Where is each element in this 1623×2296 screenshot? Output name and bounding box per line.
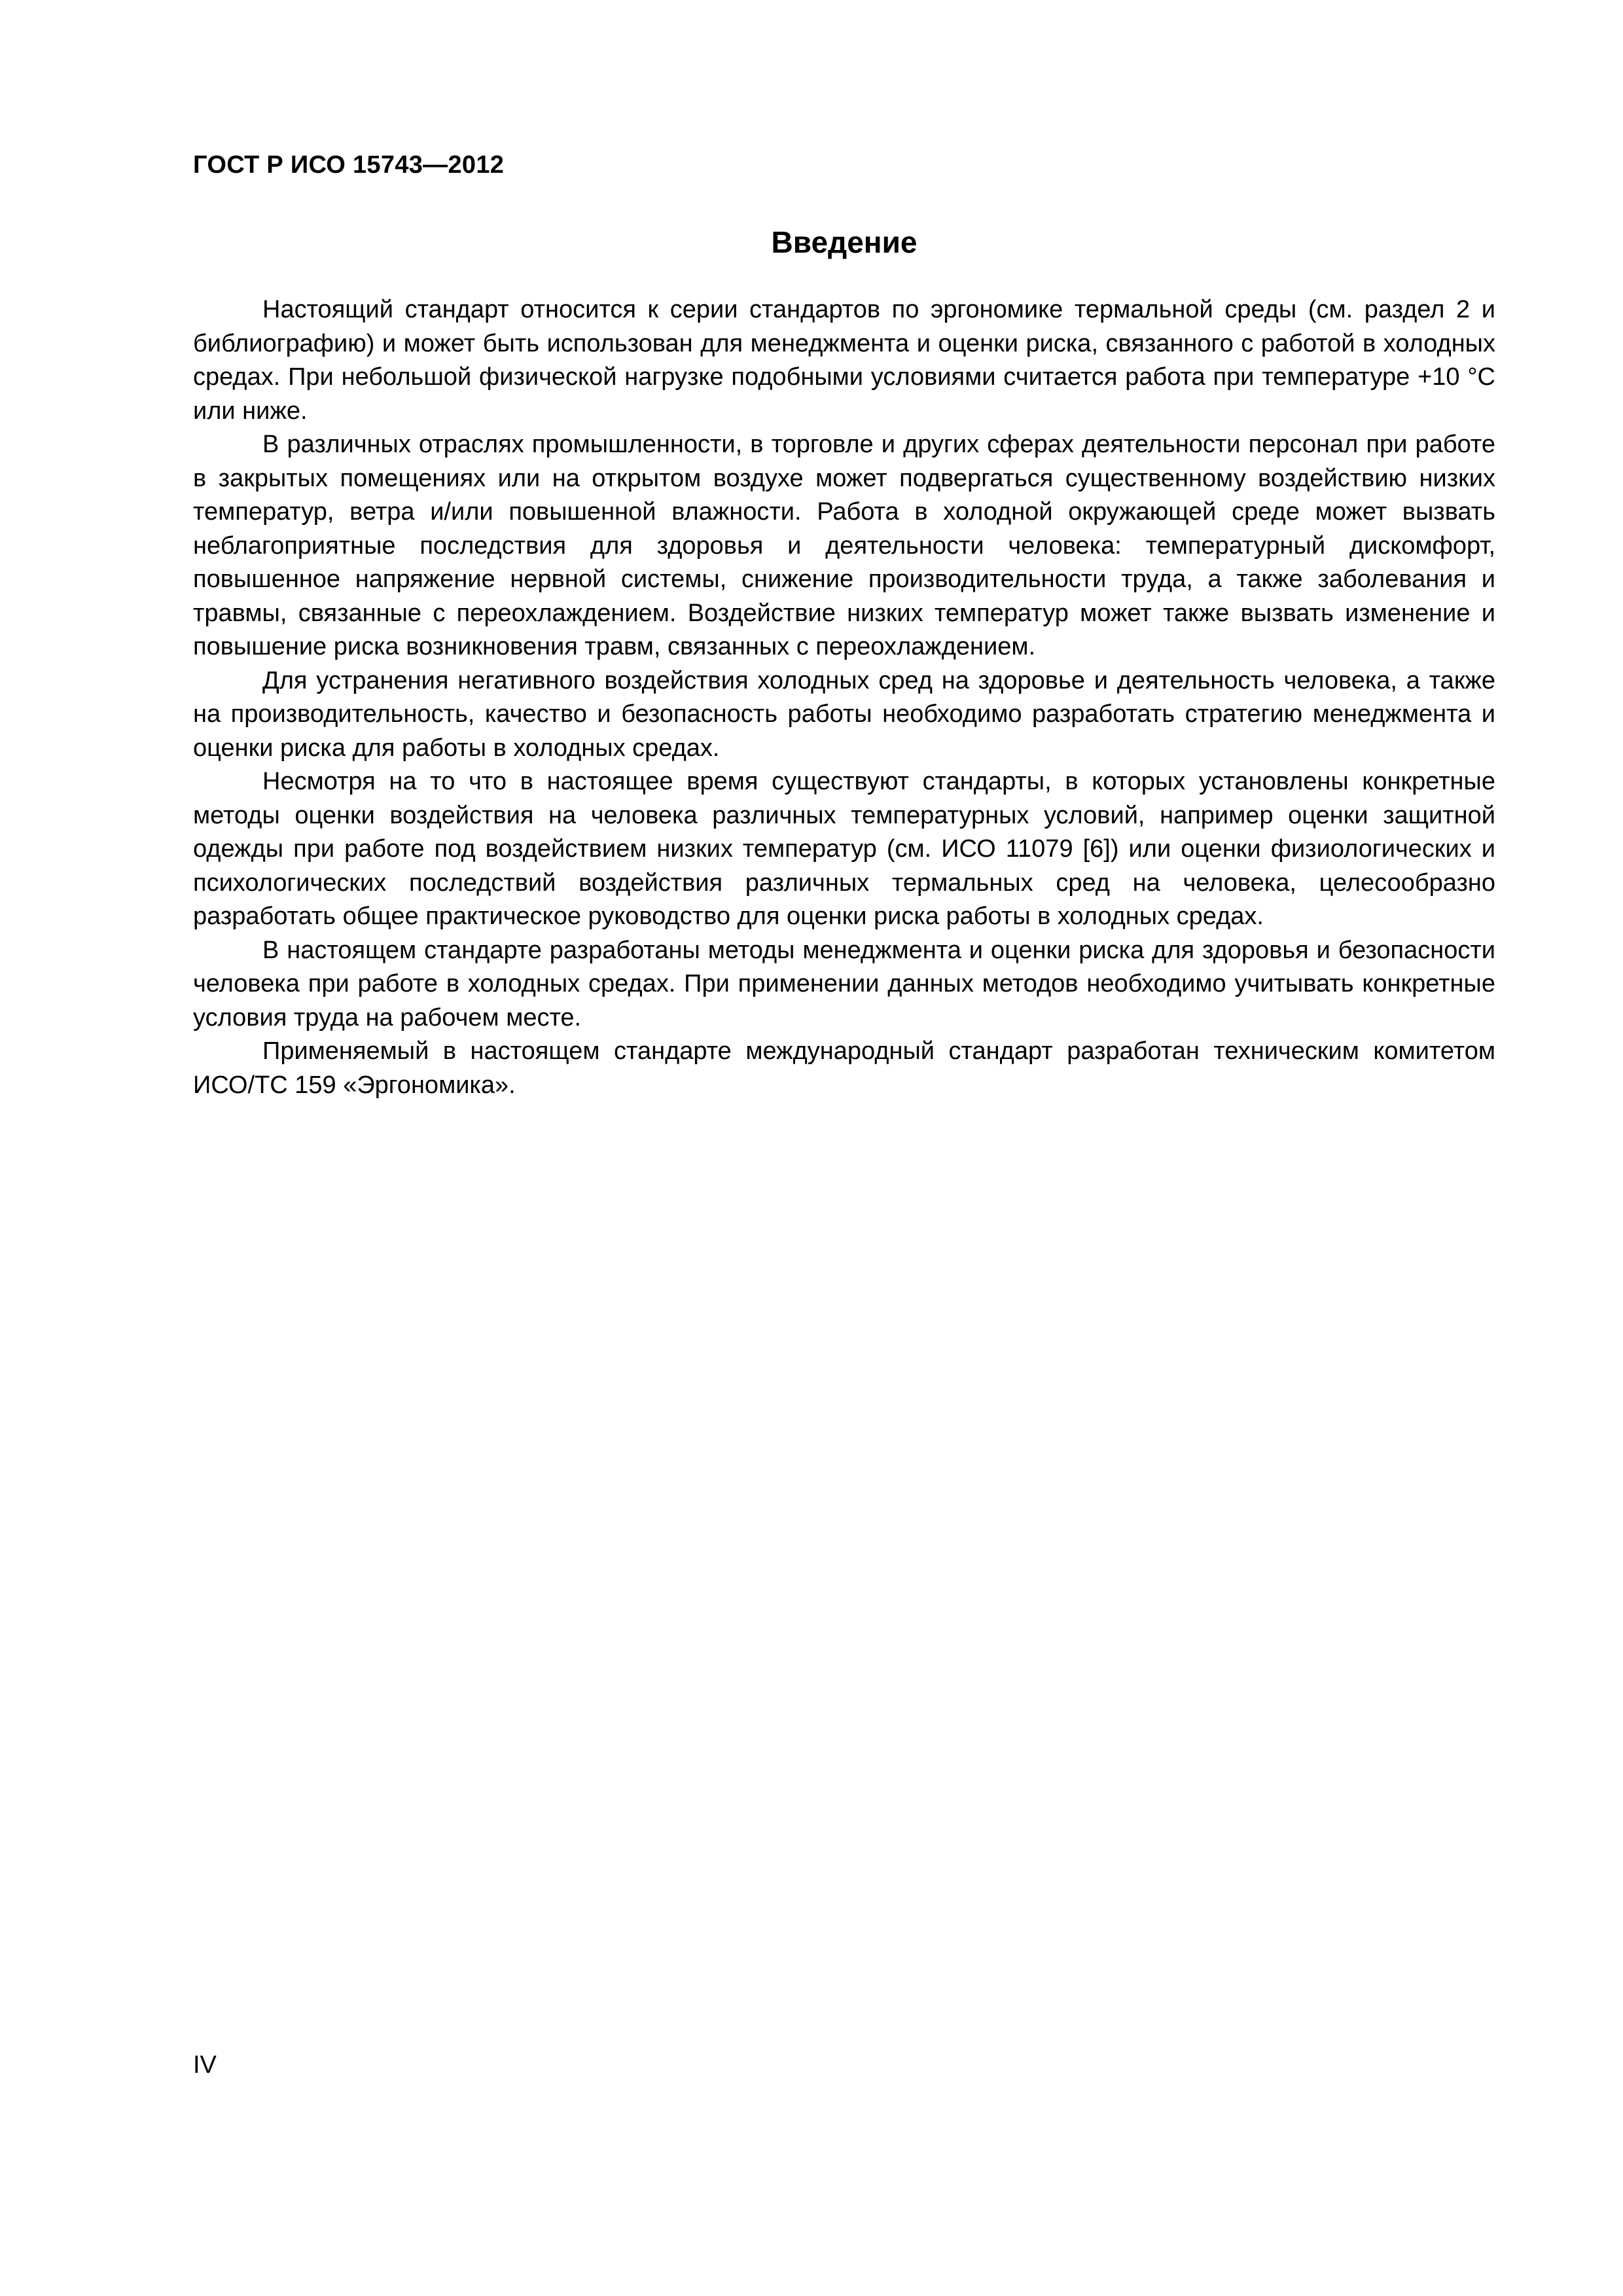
document-code-header: ГОСТ Р ИСО 15743—2012 bbox=[193, 151, 505, 179]
introduction-body bbox=[193, 293, 1495, 1102]
paragraph: Применяемый в настоящем стандарте международный стандарт разработан техническим комитетом ИСО/ТС 159 «Эргономика». bbox=[193, 1037, 1495, 1099]
page-number: IV bbox=[193, 2051, 217, 2079]
paragraph: Настоящий стандарт относится к серии стандартов по эргономике термальной среды (см. раздел 2 и библиографию) и может быть использован для менеджмента и оценки риска, связанного с работой в холодных средах. При небольшой физической нагрузке подобными условиями считается работа при температуре +10 °С или ниже. bbox=[193, 296, 1495, 425]
paragraph: Для устранения негативного воздействия холодных сред на здоровье и деятельность человека, а также на производительность, качество и безопасность работы необходимо разработать стратегию менеджмента и оценки риска для работы в холодных средах. bbox=[193, 666, 1495, 762]
paragraph: В различных отраслях промышленности, в торговле и других сферах деятельности персонал при работе в закрытых помещениях или на открытом воздухе может подвергаться существенному воздействию низких температур, ветра и/или повышенной влажности. Работа в холодной окружающей среде может вызвать неблагоприятные последствия для здоровья и деятельности человека: температурный дискомфорт, повышенное напряжение нервной системы, снижение производительности труда, а также заболевания и травмы, связанные с переохлаждением. Воздействие низких температур может также вызвать изменение и повышение риска возникновения травм, связанных с переохлаждением. bbox=[193, 431, 1495, 660]
paragraph: Несмотря на то что в настоящее время существуют стандарты, в которых установлены конкретные методы оценки воздействия на человека различных температурных условий, например оценки защитной одежды при работе под воздействием низких температур (см. ИСО 11079 [6]) или оценки физиологических и психологических последствий воздействия различных термальных сред на человека, целесообразно разработать общее практическое руководство для оценки риска работы в холодных средах. bbox=[193, 768, 1495, 930]
paragraph: В настоящем стандарте разработаны методы менеджмента и оценки риска для здоровья и безопасности человека при работе в холодных средах. При применении данных методов необходимо учитывать конкретные условия труда на рабочем месте. bbox=[193, 936, 1495, 1031]
section-title: Введение bbox=[771, 225, 918, 259]
